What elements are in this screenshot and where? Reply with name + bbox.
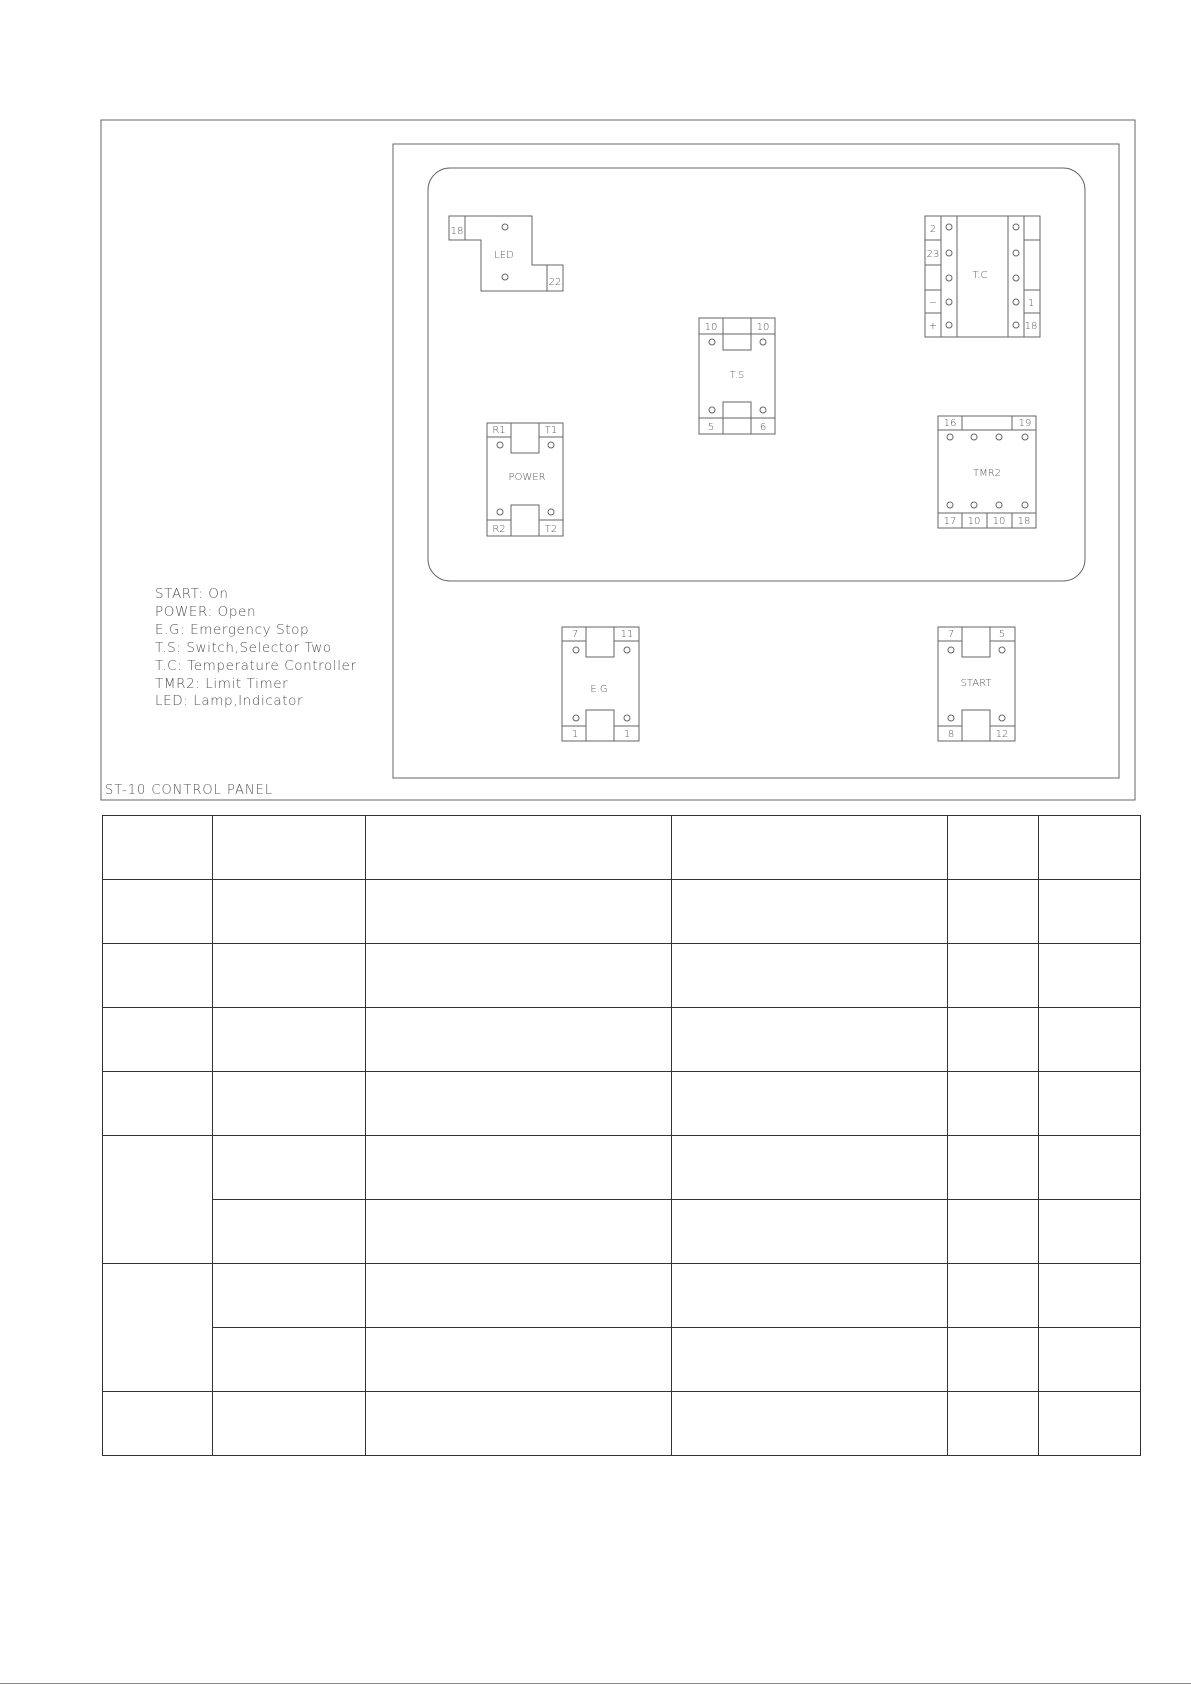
ts-top-left: 10 xyxy=(704,322,718,333)
led-name: LED xyxy=(494,250,514,261)
table-row xyxy=(103,1392,1141,1456)
page-bottom-rule xyxy=(0,1683,1191,1684)
start-bottom-left: 8 xyxy=(947,729,955,740)
legend-item: E.G: Emergency Stop xyxy=(155,622,310,638)
power-name: POWER xyxy=(508,472,546,483)
legend-item: TMR2: Limit Timer xyxy=(155,676,289,692)
ts-bottom-right: 6 xyxy=(759,422,767,433)
legend xyxy=(155,586,357,709)
tc-right-5: 18 xyxy=(1024,321,1038,332)
tmr2-top-right: 19 xyxy=(1018,418,1032,429)
table-row xyxy=(103,1136,1141,1200)
tc-right-4: 1 xyxy=(1027,298,1035,309)
table-row xyxy=(103,1072,1141,1136)
eg-bottom-right: 1 xyxy=(623,729,631,740)
table-row xyxy=(103,944,1141,1008)
table-row xyxy=(103,1264,1141,1328)
legend-item: T.S: Switch,Selector Two xyxy=(155,640,332,656)
eg-name: E.G xyxy=(590,684,608,695)
eg-top-left: 7 xyxy=(571,629,579,640)
panel-outline xyxy=(393,144,1119,778)
led-terminal-a: 18 xyxy=(450,226,464,237)
table-row xyxy=(103,1008,1141,1072)
tc-left-1: 2 xyxy=(929,224,937,235)
ts-bottom-left: 5 xyxy=(707,422,715,433)
start-name: START xyxy=(960,678,992,689)
tmr2-name: TMR2 xyxy=(972,468,1002,479)
tmr2-bottom-4: 18 xyxy=(1017,516,1031,527)
legend-item: POWER: Open xyxy=(155,604,257,620)
ts-name: T.S xyxy=(729,370,745,381)
power-bottom-left: R2 xyxy=(492,524,506,535)
tc-left-5: + xyxy=(928,321,938,332)
start-top-left: 7 xyxy=(947,629,955,640)
power-top-right: T1 xyxy=(544,425,558,436)
table-row xyxy=(103,880,1141,944)
tc-name: T.C xyxy=(972,270,988,281)
tmr2-top-left: 16 xyxy=(943,418,957,429)
legend-item: START: On xyxy=(155,586,229,602)
tmr2-bottom-2: 10 xyxy=(967,516,981,527)
power-top-left: R1 xyxy=(492,425,506,436)
power-bottom-right: T2 xyxy=(544,524,558,535)
drawing-caption: ST-10 CONTROL PANEL xyxy=(105,783,274,798)
legend-item: LED: Lamp,Indicator xyxy=(155,693,304,709)
eg-bottom-left: 1 xyxy=(571,729,579,740)
control-panel-drawing xyxy=(0,0,1191,812)
tmr2-bottom-3: 10 xyxy=(992,516,1006,527)
eg-top-right: 11 xyxy=(620,629,634,640)
table-row xyxy=(103,1328,1141,1392)
table-row xyxy=(103,816,1141,880)
legend-item: T.C: Temperature Controller xyxy=(155,658,357,674)
panel-inner-window xyxy=(428,168,1085,581)
tmr2-bottom-1: 17 xyxy=(943,516,957,527)
start-top-right: 5 xyxy=(998,629,1006,640)
ts-top-right: 10 xyxy=(756,322,770,333)
led-terminal-b: 22 xyxy=(548,277,562,288)
start-bottom-right: 12 xyxy=(995,729,1009,740)
table-row xyxy=(103,1200,1141,1264)
tc-left-4: − xyxy=(928,298,938,309)
spec-table xyxy=(102,815,1141,1456)
tc-left-2: 23 xyxy=(926,249,940,260)
